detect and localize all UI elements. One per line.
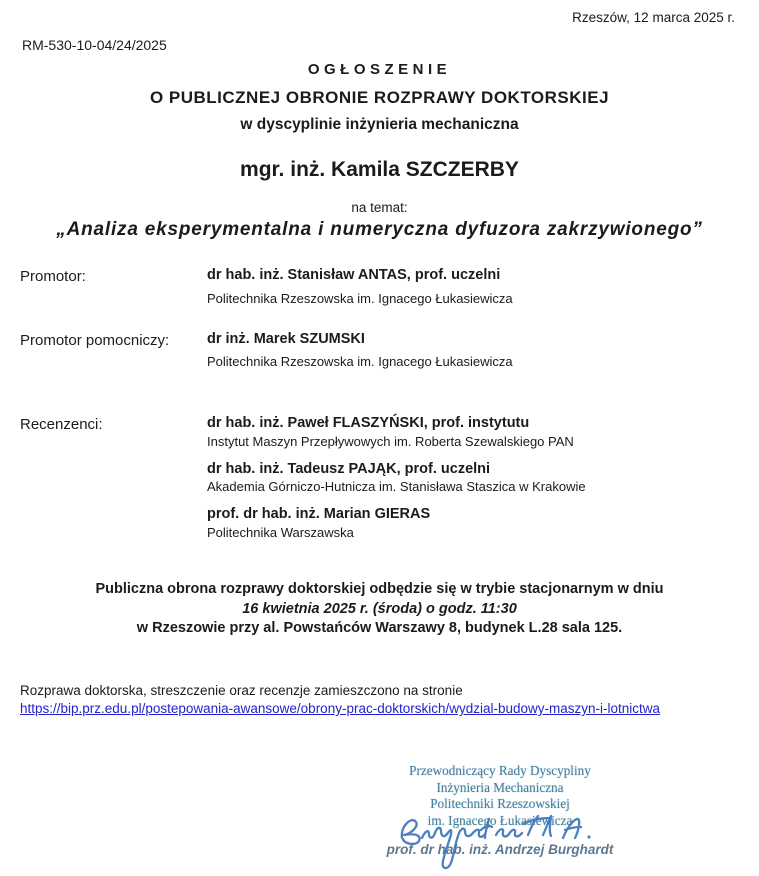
stamp-line: Inżynieria Mechaniczna (436, 779, 564, 795)
stamp-line: Przewodniczący Rady Dyscypliny (409, 763, 591, 778)
dissertation-link[interactable]: https://bip.prz.edu.pl/postepowania-awansowe/obrony-prac-doktorskich/wydzial-budowy-maszyn-i-lotnictwa (20, 701, 661, 716)
reference-number: RM-530-10-04/24/2025 (22, 37, 167, 53)
thesis-title: „Analiza eksperymentalna i numeryczna dyfuzora zakrzywionego” (56, 219, 703, 240)
defense-notice-location: w Rzeszowie przy al. Powstańców Warszawy 8, budynek L.28 sala 125. (136, 620, 623, 636)
heading-announcement: OGŁOSZENIE (307, 61, 452, 78)
candidate-name: mgr. inż. Kamila SZCZERBY (240, 158, 519, 181)
stamp-line: im. Ignacego Łukasiewicza (427, 812, 573, 828)
role-label-promotor: Promotor: (20, 268, 86, 285)
heading-discipline: w dyscyplinie inżynieria mechaniczna (240, 116, 519, 133)
defense-notice-datetime: 16 kwietnia 2025 r. (środa) o godz. 11:30 (242, 601, 517, 617)
handwritten-signature (392, 808, 602, 872)
heading-defense: O PUBLICZNEJ OBRONIE ROZPRAWY DOKTORSKIEJ (149, 88, 610, 107)
reviewer-1-name: dr hab. inż. Paweł FLASZYŃSKI, prof. instytutu (207, 415, 530, 431)
role-label-recenzenci: Recenzenci: (20, 416, 103, 433)
reviewer-3-name: prof. dr hab. inż. Marian GIERAS (207, 506, 431, 522)
reviewer-3-affiliation: Politechnika Warszawska (207, 525, 354, 540)
promotor-name: dr hab. inż. Stanisław ANTAS, prof. uczelni (207, 267, 501, 283)
signer-name: prof. dr hab. inż. Andrzej Burghardt (386, 842, 614, 857)
promotor-pomocniczy-affiliation: Politechnika Rzeszowska im. Ignacego Łukasiewicza (207, 354, 513, 369)
reviewer-2-affiliation: Akademia Górniczo-Hutnicza im. Stanisława Staszica w Krakowie (207, 479, 586, 494)
topic-intro: na temat: (351, 200, 408, 215)
date-line: Rzeszów, 12 marca 2025 r. (572, 10, 735, 25)
web-notice: Rozprawa doktorska, streszczenie oraz recenzje zamieszczono na stronie (20, 683, 463, 698)
reviewer-1-affiliation: Instytut Maszyn Przepływowych im. Roberta Szewalskiego PAN (207, 434, 574, 449)
role-label-promotor-pomocniczy: Promotor pomocniczy: (20, 332, 170, 349)
stamp-line: Politechniki Rzeszowskiej (430, 796, 570, 811)
promotor-affiliation: Politechnika Rzeszowska im. Ignacego Łukasiewicza (207, 291, 513, 306)
promotor-pomocniczy-name: dr inż. Marek SZUMSKI (207, 331, 365, 347)
reviewer-2-name: dr hab. inż. Tadeusz PAJĄK, prof. uczelni (207, 461, 491, 477)
defense-notice-line1: Publiczna obrona rozprawy doktorskiej odbędzie się w trybie stacjonarnym w dniu (95, 581, 664, 597)
